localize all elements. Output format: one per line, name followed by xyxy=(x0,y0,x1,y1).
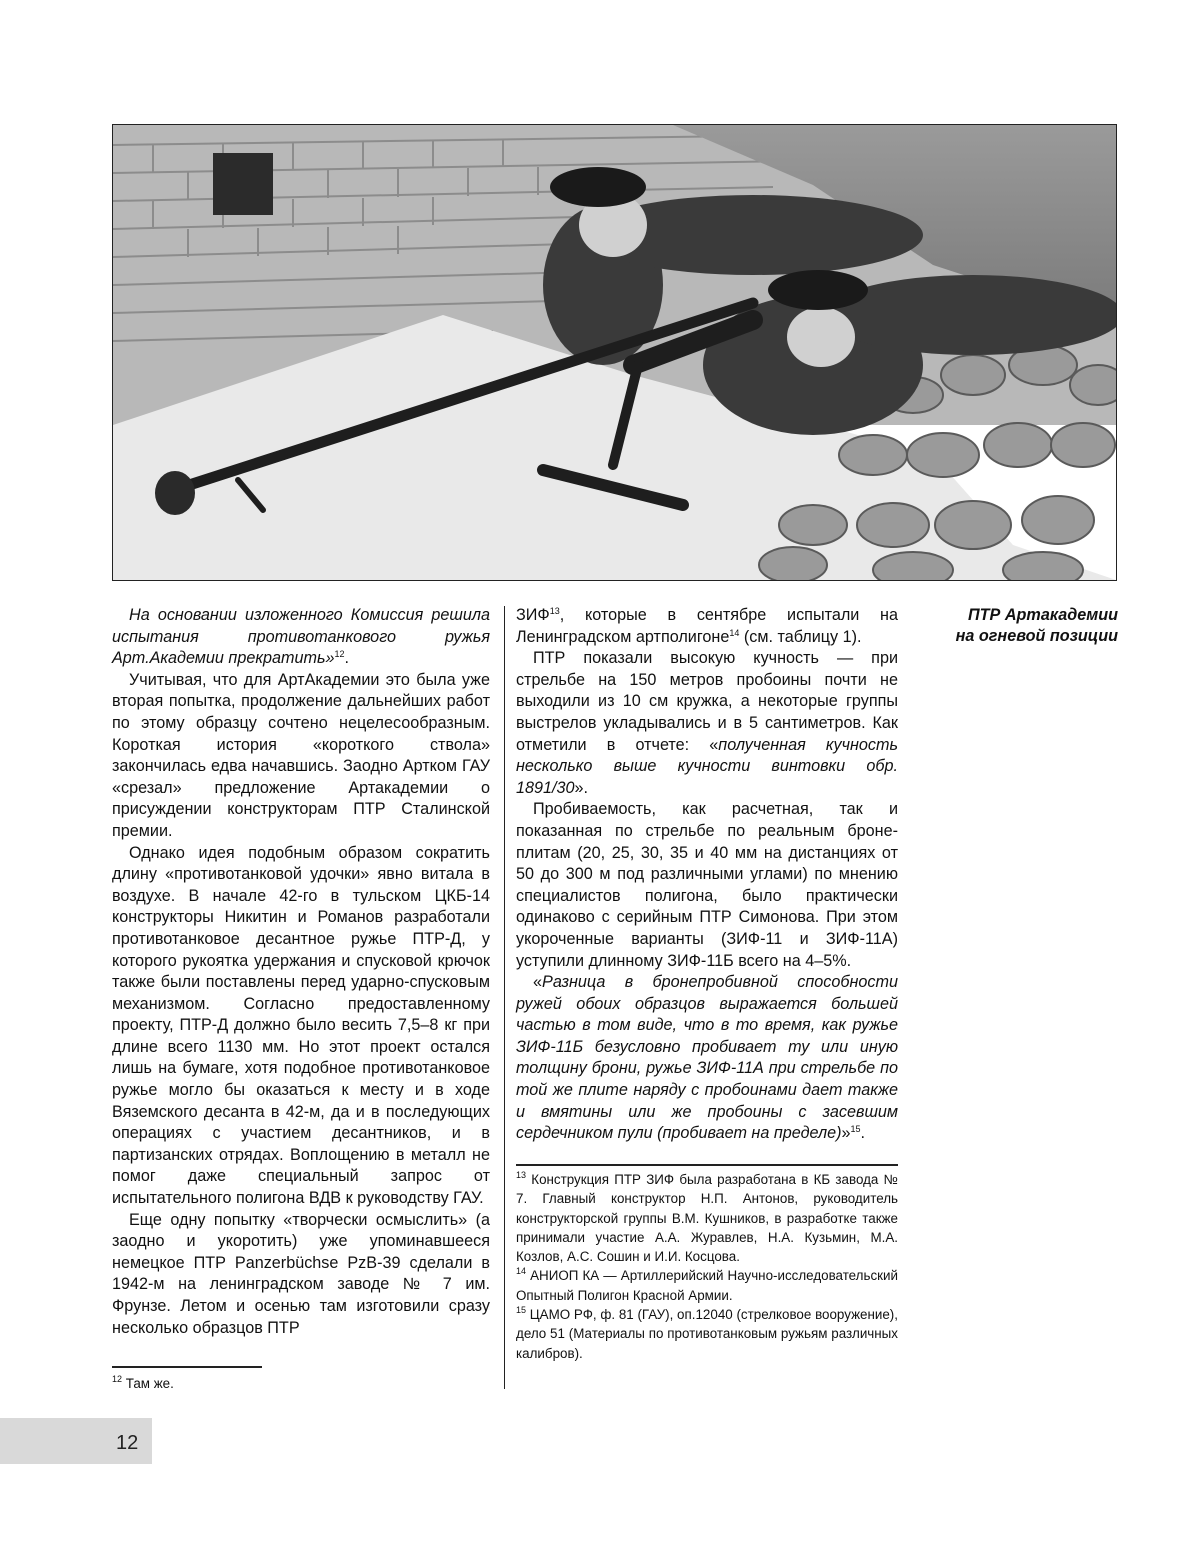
column-divider xyxy=(504,606,505,1389)
text-fragment: . xyxy=(344,649,349,668)
text-fragment: (см. таблицу 1). xyxy=(739,627,862,646)
footnote xyxy=(112,1374,490,1393)
photo-anti-tank-rifle xyxy=(112,124,1117,581)
caption-line: ПТР Артакадемии xyxy=(968,606,1118,624)
page-number: 12 xyxy=(116,1432,139,1454)
text-fragment: « xyxy=(533,973,543,992)
text-fragment: . xyxy=(860,1124,866,1143)
footnote xyxy=(516,1170,898,1266)
footnote-number: 15 xyxy=(516,1305,527,1316)
text-column-left xyxy=(112,605,490,1339)
footnote-ref[interactable]: 12 xyxy=(334,649,345,660)
paragraph xyxy=(516,648,898,799)
caption-line: на огневой позиции xyxy=(955,627,1118,645)
italic-quote: На основании изложенного Комиссия решила испытания противотанкового ружья Арт.Академии прекратить» xyxy=(112,606,490,668)
text-column-right xyxy=(516,605,898,1145)
paragraph xyxy=(112,605,490,670)
footnote-text: ЦАМО РФ, ф. 81 (ГАУ), оп.12040 (стрелковое вооружение), дело 51 (Материалы по противотанковым ружьям различных калибров). xyxy=(516,1307,898,1361)
footnote-text: Конструкция ПТР ЗИФ была разработана в КБ завода № 7. Главный конструктор Н.П. Антонов, руководитель конструкторской группы В.М. Кушников, в разработке также принимали участие А.А. Журавлев, Н.А. Кузьмин, М.А. Козлов, А.С. Сошин и И.И. Косцова. xyxy=(516,1172,898,1265)
footnote-divider xyxy=(516,1164,898,1166)
footnote-number: 13 xyxy=(516,1170,527,1180)
text-fragment: ЗИФ xyxy=(516,606,550,624)
footnote-text: Там же. xyxy=(125,1376,174,1391)
footnote xyxy=(516,1305,898,1363)
text-fragment: ПТР показали высокую кучность — при стрельбе на 150 метров пробоины почти не выходили из 10 см кружка, а некоторые группы выстрелов укладывались и в 5 сантиметров. Как отметили в отчете: « xyxy=(516,649,898,754)
text-fragment: » xyxy=(841,1124,851,1143)
italic-quote: Разница в бронепробивной способности ружей обоих образцов выражается большей частью в том виде, что в то время, как ружье ЗИФ-11Б безусловно пробивает ту или иную толщину брони, ружье ЗИФ-11А при стрельбе по той же плите наряду с пробоинами дает также и вмятины или же пробоины с засевшим сердечником пули (пробивает на пределе) xyxy=(516,973,898,1143)
paragraph: Пробиваемость, как расчетная, так и показанная по стрельбе по реальным броне-плитам (20, 25, 30, 35 и 40 мм на дистанциях от 50 до 300 м под различными углами) по мнению специалистов полигона, было практически одинаково с серийным ПТР Симонова. При этом укороченные варианты (ЗИФ-11 и ЗИФ-11А) уступили длинному ЗИФ-11Б всего на 4–5%. xyxy=(516,800,898,970)
paragraph: Еще одну попытку «творчески осмыслить» (а заодно и укоротить) уже упоминавшееся немецкое ПТР Panzerbüchse PzB-39 сделали в 1942-м на ленинградском заводе № 7 им. Фрунзе. Летом и осенью там изготовили сразу несколько образцов ПТР xyxy=(112,1210,490,1337)
italic-quote: полученная кучность несколько выше кучности винтовки обр. 1891/30 xyxy=(516,735,898,797)
footnotes-right xyxy=(516,1170,898,1363)
text-fragment: ». xyxy=(574,778,589,797)
wall-opening xyxy=(213,153,273,215)
paragraph xyxy=(516,972,898,1145)
footnote-ref[interactable]: 15 xyxy=(850,1124,861,1135)
footnote-ref[interactable]: 13 xyxy=(549,606,560,616)
footnote-text: АНИОП КА — Артиллерийский Научно-исследовательский Опытный Полигон Красной Армии. xyxy=(516,1268,898,1303)
footnote-divider xyxy=(112,1366,262,1368)
text-fragment: , которые в сентябре испытали на Ленинградском артполигоне xyxy=(516,606,898,646)
paragraph: Учитывая, что для АртАкадемии это была уже вторая попытка, продолжение дальнейших работ по этому образцу сочтено нецелесообразным. Короткая история «короткого ствола» закончилась едва начавшись. Заодно Артком ГАУ «срезал» предложение Артакадемии о присуждении конструкторам ПТР Сталинской премии. xyxy=(112,670,490,840)
photo-illustration xyxy=(113,125,1116,580)
paragraph: Однако идея подобным образом сократить длину «противотанковой удочки» явно витала в воздухе. В начале 42-го в тульском ЦКБ-14 конструкторы Никитин и Романов разработали противотанковое десантное ружье ПТР-Д, у которого рукоятка удержания и спусковой крючок также были поставлены перед ударно-спусковым механизмом. Согласно предоставленному проекту, ПТР-Д должно было весить 7,5–8 кг при длине всего 1130 мм. Но этот проект остался лишь на бумаге, хотя подобное противотанковое ружье могло бы оказаться к месту и в ходе Вяземского десанта в 42-м, да и в последующих операциях с участием десантников, и в партизанских отрядах. Воплощению в металл не помог даже специальный запрос от испытательного полигона ВДВ к руководству ГАУ. xyxy=(112,843,490,1208)
footnote xyxy=(516,1266,898,1305)
footnote-number: 12 xyxy=(112,1374,123,1384)
footnote-number: 14 xyxy=(516,1266,527,1277)
photo-caption xyxy=(918,605,1118,647)
footnote-ref[interactable]: 14 xyxy=(729,627,740,638)
footnotes-left xyxy=(112,1374,490,1393)
muzzle-brake xyxy=(155,471,195,515)
paragraph xyxy=(516,605,898,648)
